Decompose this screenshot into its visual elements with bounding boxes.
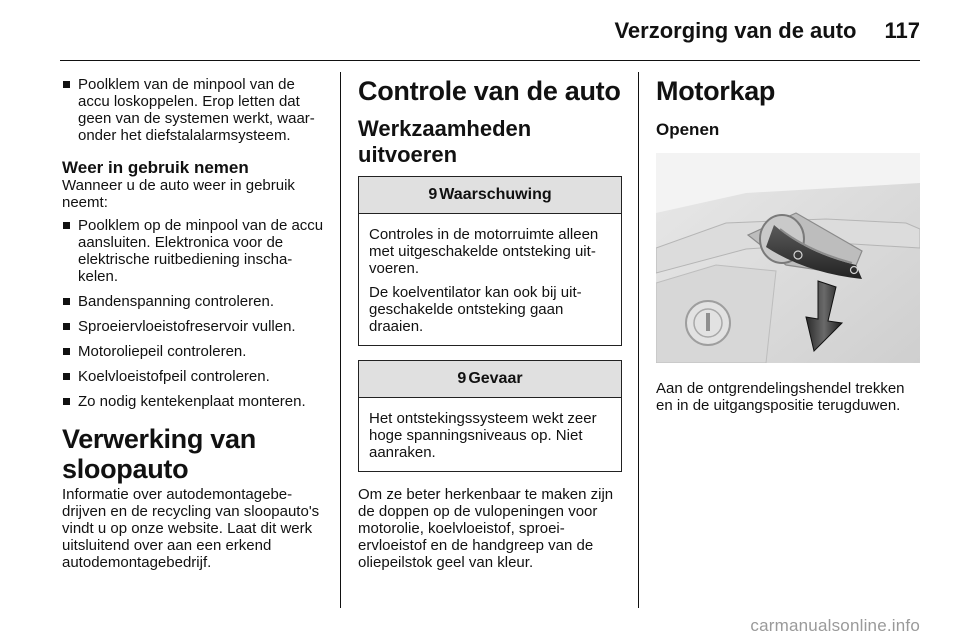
warning-box-header <box>359 177 621 214</box>
column-3 <box>656 76 920 414</box>
danger-icon: 9 <box>457 370 467 387</box>
danger-box-body <box>359 398 621 471</box>
danger-box <box>358 360 622 472</box>
reuse-intro: Wanneer u de auto weer in gebruik neemt: <box>62 177 295 211</box>
hood-heading: Motorkap <box>656 76 776 106</box>
column-separator-2 <box>638 72 639 608</box>
warning-title: Waarschuwing <box>439 186 552 203</box>
column-1 <box>62 76 326 571</box>
header-rule <box>60 60 920 61</box>
list-item: Zo nodig kentekenplaat monteren. <box>62 393 326 410</box>
page-number: 117 <box>884 18 920 43</box>
caps-text: Om ze beter herkenbaar te maken zijn de doppen op de vulopeningen voor motorolie, koelvloeistof, sproeiervloeistof en de handgreep van de oliepeilstok geel van kleur. <box>358 486 614 571</box>
reuse-heading: Weer in gebruik nemen <box>62 158 249 177</box>
reuse-bullet-list <box>62 217 326 410</box>
scrap-text: Informatie over autodemontagebedrijven en de recycling van sloopauto's vindt u op onze website. Laat dit werk uitsluitend over aan een erkend autodemontagebedrijf. <box>62 486 320 571</box>
warning-paragraph: De koelventilator kan ook bij uitgeschakelde ontsteking gaan draaien. <box>369 284 582 335</box>
column-separator-1 <box>340 72 341 608</box>
section-subheading: Werkzaamheden uitvoeren <box>358 116 532 167</box>
warning-box-body <box>359 214 621 345</box>
danger-box-header <box>359 361 621 398</box>
warning-box <box>358 176 622 346</box>
intro-bullet-list <box>62 76 326 144</box>
list-item: Koelvloeistofpeil controleren. <box>62 368 326 385</box>
list-item: Poolklem van de minpool van de accu loskoppelen. Erop letten dat geen van de systemen werkt, waaronder het diefstalalarmsysteem. <box>62 76 326 144</box>
warning-icon: 9 <box>428 186 438 203</box>
hood-release-lever-illustration <box>656 153 920 363</box>
section-heading: Controle van de auto <box>358 76 621 106</box>
hood-caption: Aan de ontgrendelingshendel trekken en in de uitgangspositie terugduwen. <box>656 380 905 414</box>
header-title: Verzorging van de auto <box>614 18 857 43</box>
danger-title: Gevaar <box>468 370 523 387</box>
column-2 <box>358 76 622 571</box>
list-item: Bandenspanning controleren. <box>62 293 326 310</box>
list-item: Poolklem op de minpool van de accu aansluiten. Elektronica voor de elektrische ruitbediening inschakelen. <box>62 217 326 285</box>
page-header <box>614 18 920 44</box>
hood-subheading: Openen <box>656 120 720 139</box>
list-item: Motoroliepeil controleren. <box>62 343 326 360</box>
warning-paragraph: Controles in de motorruimte alleen met uitgeschakelde ontsteking uitvoeren. <box>369 226 599 277</box>
scrap-heading: Verwerking van sloopauto <box>62 424 256 484</box>
danger-paragraph: Het ontstekingssysteem wekt zeer hoge spanningsniveaus op. Niet aanraken. <box>369 410 597 461</box>
watermark: carmanualsonline.info <box>750 616 920 635</box>
switch-mark <box>706 313 710 331</box>
list-item: Sproeiervloeistofreservoir vullen. <box>62 318 326 335</box>
